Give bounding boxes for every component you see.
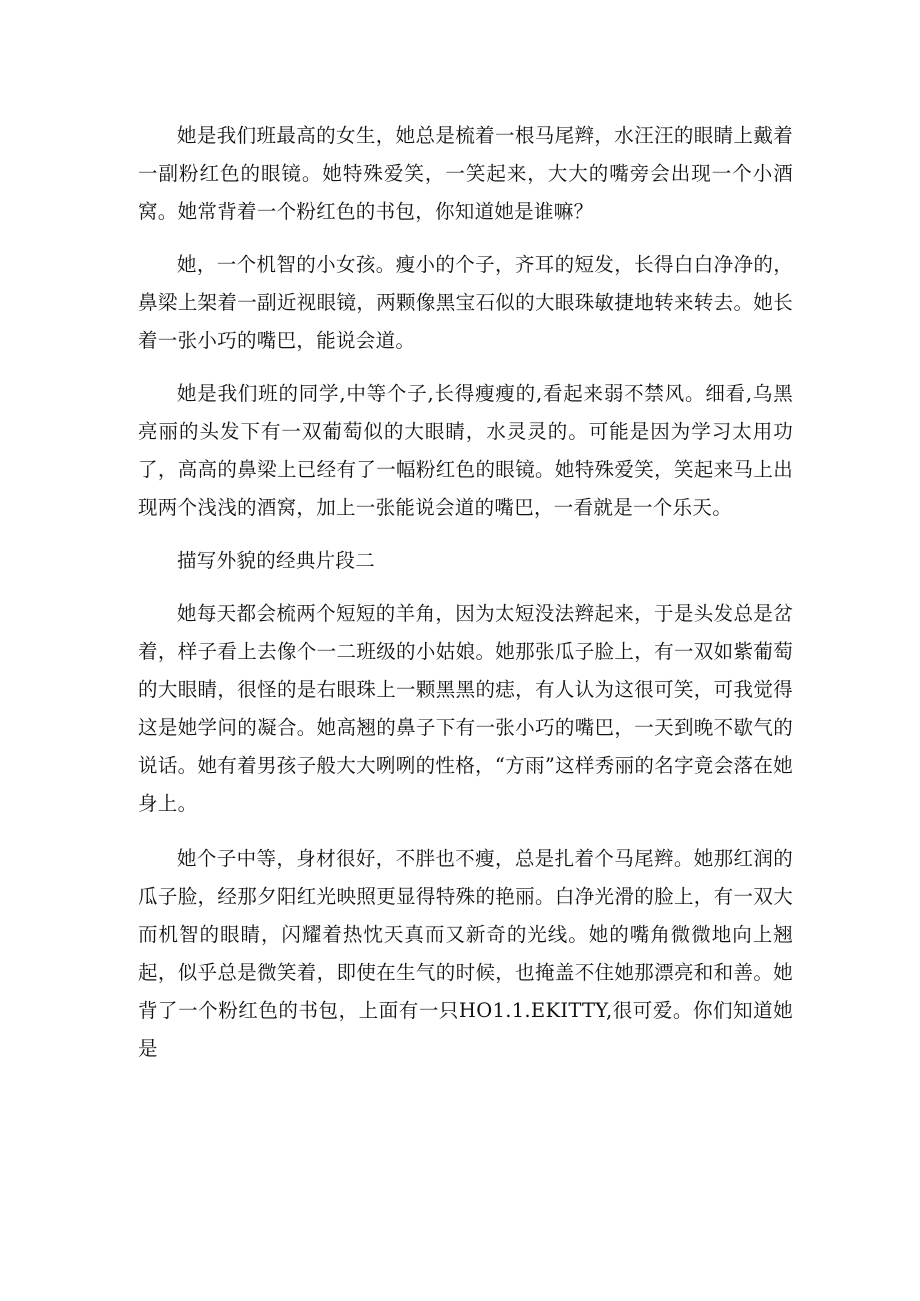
document-page (138, 117, 793, 1068)
paragraph-ram-horns: 她每天都会梳两个短短的羊角，因为太短没法辫起来，于是头发总是岔着，样子看上去像个一二班级的小姑娘。她那张瓜子脸上，有一双如紫葡萄的大眼睛，很怪的是右眼珠上一颗黑黑的痣，有人认为这很可笑，可我觉得这是她学问的凝合。她高翘的鼻子下有一张小巧的嘴巴，一天到晚不歇气的说话。她有着男孩子般大大咧咧的性格，“方雨”这样秀丽的名字竟会落在她身上。 (138, 602, 793, 815)
paragraph-classmate: 她是我们班的同学,中等个子,长得瘦瘦的,看起来弱不禁风。细看,乌黑亮丽的头发下有一双葡萄似的大眼睛，水灵灵的。可能是因为学习太用功了，高高的鼻梁上已经有了一幅粉红色的眼镜。她特殊爱笑，笑起来马上出现两个浅浅的酒窝，加上一张能说会道的嘴巴，一看就是一个乐天。 (138, 382, 793, 519)
paragraph-ponytail: 她个子中等，身材很好，不胖也不瘦，总是扎着个马尾辫。她那红润的瓜子脸，经那夕阳红光映照更显得特殊的艳丽。白净光滑的脸上，有一双大而机智的眼睛，闪耀着热忱天真而又新奇的光线。她的嘴角微微地向上翘起，似乎总是微笑着，即使在生气的时候，也掩盖不住她那漂亮和和善。她背了一个粉红色的书包，上面有一只HO1.1.EKITTY,很可爱。你们知道她是 (138, 847, 793, 1060)
section-heading: 描写外貌的经典片段二 (177, 549, 376, 572)
paragraph-tall-girl: 她是我们班最高的女生，她总是梳着一根马尾辫，水汪汪的眼睛上戴着一副粉红色的眼镜。她特殊爱笑，一笑起来，大大的嘴旁会出现一个小酒窝。她常背着一个粉红色的书包，你知道她是谁嘛？ (138, 124, 793, 223)
paragraph-smart-girl: 她，一个机智的小女孩。瘦小的个子，齐耳的短发，长得白白净净的，鼻梁上架着一副近视眼镜，两颗像黑宝石似的大眼珠敏捷地转来转去。她长着一张小巧的嘴巴，能说会道。 (138, 253, 793, 352)
